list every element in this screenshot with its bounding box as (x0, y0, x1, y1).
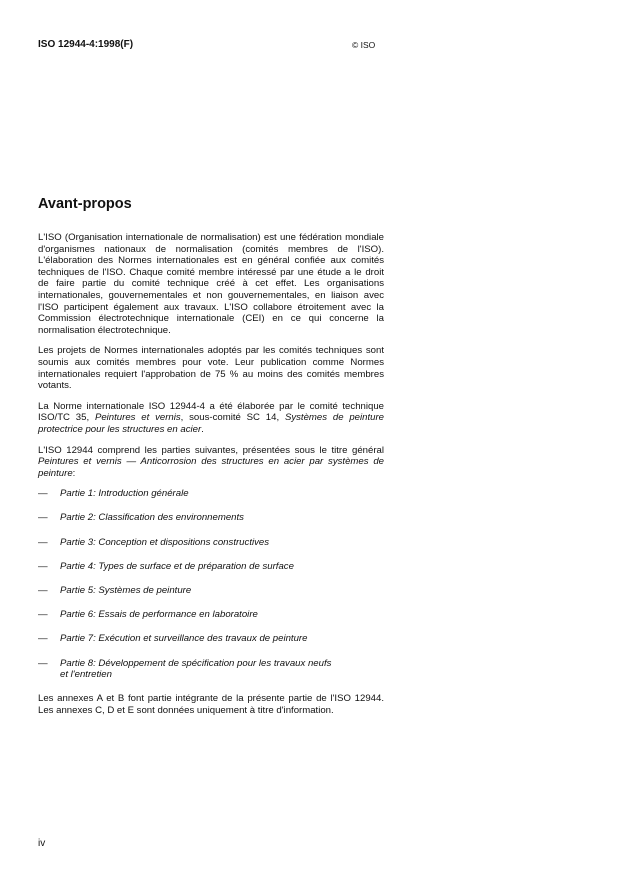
text-run: : (72, 467, 76, 479)
list-item-text: Partie 7: Exécution et surveillance des travaux de peinture (60, 633, 308, 645)
text-run: . (201, 423, 204, 435)
list-item-text-continued: et l'entretien (60, 669, 112, 681)
text-run: , sous-comité SC 14, (180, 412, 285, 424)
list-item (38, 561, 384, 573)
list-item (38, 633, 384, 645)
list-item (38, 512, 384, 524)
paragraph-parts-intro (38, 445, 384, 480)
list-item (38, 658, 384, 681)
paragraph-iso-description: L'ISO (Organisation internationale de normalisation) est une fédération mondiale d'organismes nationaux de normalisation (comités membres de l'ISO). L'élaboration des Normes internationales est en général confiée aux comités techniques de l'ISO. Chaque comité membre intéressé par une étude a le droit de faire partie du comité technique créé à cet effet. Les organisations internationales, gouvernementales et non gouvernementales, en liaison avec l'ISO participent également aux travaux. L'ISO collabore étroitement avec la Commission électrotechnique internationale (CEI) en ce qui concerne la normalisation électrotechnique. (38, 232, 384, 336)
list-item-text: Partie 8: Développement de spécification pour les travaux neufs (60, 657, 332, 669)
parts-list (38, 488, 384, 681)
list-item (38, 585, 384, 597)
list-item (38, 537, 384, 549)
dash-bullet: — (38, 633, 48, 645)
list-item (38, 609, 384, 621)
list-item-text: Partie 3: Conception et dispositions constructives (60, 536, 270, 548)
text-run: L'ISO 12944 comprend les parties suivantes, présentées sous le titre général (38, 444, 384, 456)
paragraph-committee (38, 401, 384, 436)
dash-bullet: — (38, 488, 48, 500)
list-item-text: Partie 4: Types de surface et de préparation de surface (60, 560, 294, 572)
section-title: Avant-propos (38, 196, 132, 212)
list-item-text: Partie 6: Essais de performance en laboratoire (60, 609, 258, 621)
dash-bullet: — (38, 585, 48, 597)
list-item-text: Partie 5: Systèmes de peinture (60, 585, 192, 597)
copyright-notice: © ISO (352, 40, 376, 50)
list-item (38, 488, 384, 500)
committee-name: Peintures et vernis (94, 412, 181, 424)
page-number: iv (38, 838, 46, 849)
dash-bullet: — (38, 512, 48, 524)
dash-bullet: — (38, 536, 48, 548)
subcommittee-name: Systèmes de peinture protectrice pour les structures en acier (38, 412, 385, 435)
text-run: La Norme internationale ISO 12944-4 a été élaborée par le comité technique ISO/TC 35, (38, 400, 384, 424)
dash-bullet: — (38, 560, 48, 572)
document-id: ISO 12944-4:1998(F) (38, 39, 134, 50)
paragraph-annexes: Les annexes A et B font partie intégrante de la présente partie de l'ISO 12944. Les annexes C, D et E sont données uniquement à titre d'information. (38, 693, 384, 716)
dash-bullet: — (38, 657, 48, 669)
general-title: Peintures et vernis — Anticorrosion des structures en acier par systèmes de peinture (38, 456, 384, 479)
paragraph-draft-voting: Les projets de Normes internationales adoptés par les comités techniques sont soumis aux comités membres pour vote. Leur publication comme Normes internationales requiert l'approbation de 75 % au moins des comités membres votants. (38, 345, 384, 392)
list-item-text: Partie 1: Introduction générale (60, 488, 189, 500)
dash-bullet: — (38, 609, 48, 621)
list-item-text: Partie 2: Classification des environnements (60, 512, 244, 524)
document-body (38, 232, 384, 726)
